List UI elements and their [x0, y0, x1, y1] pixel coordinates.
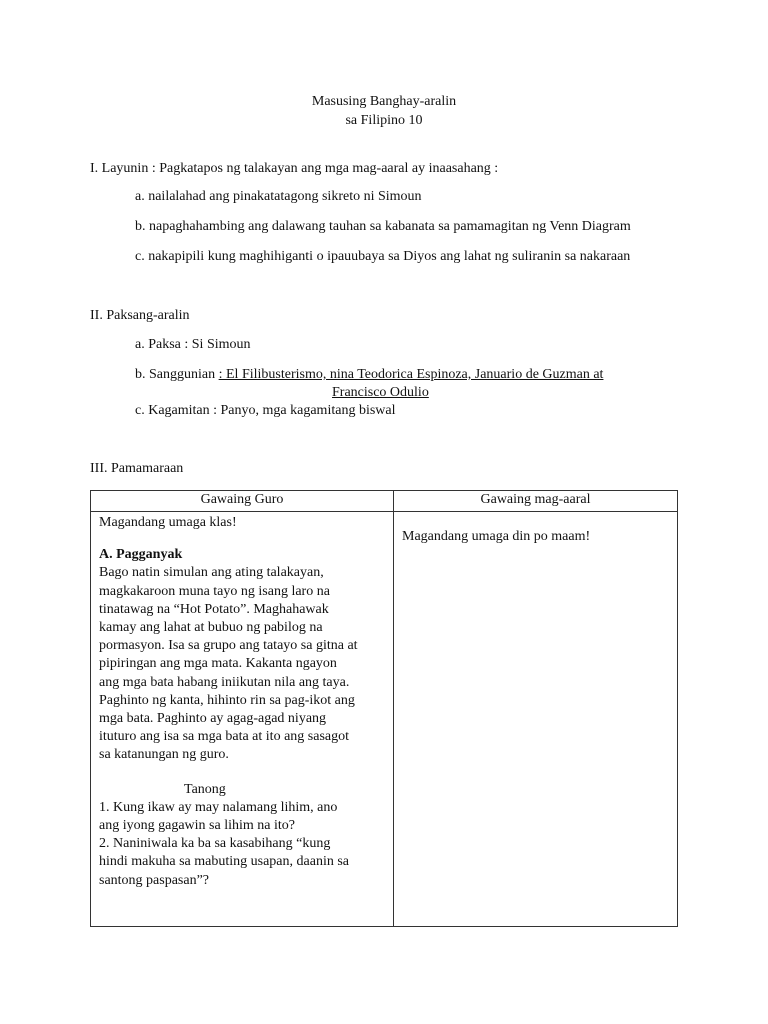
pagganyak-line-3: tinatawag na “Hot Potato”. Maghahawak	[99, 601, 329, 617]
sanggunian-value-continued: Francisco Odulio	[332, 385, 429, 400]
paksa-line: a. Paksa : Si Simoun	[135, 337, 251, 352]
gawaing-mag-aaral-cell	[394, 512, 678, 927]
tanong-label: Tanong	[184, 781, 226, 797]
layunin-heading: I. Layunin : Pagkatapos ng talakayan ang mga mag-aaral ay inaasahang :	[90, 161, 499, 176]
pagganyak-line-5: pormasyon. Isa sa grupo ang tatayo sa gitna at	[99, 638, 358, 654]
gawaing-guro-cell	[91, 512, 394, 927]
question-line-3: 2. Naniniwala ka ba sa kasabihang “kung	[99, 836, 331, 852]
pagganyak-line-7: ang mga bata habang iniikutan nila ang taya.	[99, 674, 350, 690]
paksang-aralin-heading: II. Paksang-aralin	[90, 308, 190, 323]
pagganyak-line-6: pipiringan ang mga mata. Kakanta ngayon	[99, 656, 337, 672]
pagganyak-line-9: mga bata. Paghinto ay agag-agad niyang	[99, 711, 327, 727]
header-gawaing-mag-aaral: Gawaing mag-aaral	[394, 491, 678, 512]
layunin-item-b: b. napaghahambing ang dalawang tauhan sa kabanata sa pamamagitan ng Venn Diagram	[135, 219, 631, 234]
document-title: Masusing Banghay-aralin	[311, 94, 457, 109]
kagamitan-line: c. Kagamitan : Panyo, mga kagamitang biswal	[135, 403, 396, 418]
question-line-4: hindi makuha sa mabuting usapan, daanin sa	[99, 854, 349, 870]
pagganyak-line-11: sa katanungan ng guro.	[99, 747, 229, 763]
layunin-item-a: a. nailalahad ang pinakatatagong sikreto ni Simoun	[135, 189, 422, 204]
question-line-1: 1. Kung ikaw ay may nalamang lihim, ano	[99, 799, 338, 815]
pamamaraan-heading: III. Pamamaraan	[90, 461, 184, 476]
table-header-row	[91, 491, 678, 512]
sanggunian-value: : El Filibusterismo, nina Teodorica Espinoza, Januario de Guzman at	[218, 367, 604, 382]
sanggunian-line	[135, 367, 603, 383]
document-subtitle: sa Filipino 10	[345, 113, 423, 128]
pagganyak-line-1: Bago natin simulan ang ating talakayan,	[99, 565, 324, 581]
sanggunian-label: b. Sanggunian	[135, 367, 219, 382]
pagganyak-line-8: Paghinto ng kanta, hihinto rin sa pag-ikot ang	[99, 692, 355, 708]
guro-greeting: Magandang umaga klas!	[99, 515, 237, 530]
pagganyak-line-4: kamay ang lahat at bubuo ng pabilog na	[99, 620, 323, 636]
table-row	[91, 512, 678, 927]
question-line-2: ang iyong gagawin sa lihim na ito?	[99, 818, 295, 834]
pagganyak-line-10: ituturo ang isa sa mga bata at ito ang sasagot	[99, 729, 349, 745]
layunin-item-c: c. nakapipili kung maghihiganti o ipauubaya sa Diyos ang lahat ng suliranin sa nakaraan	[135, 249, 631, 264]
question-line-5: santong paspasan”?	[99, 872, 210, 888]
pamamaraan-table	[90, 490, 678, 927]
pagganyak-line-2: magkakaroon muna tayo ng isang laro na	[99, 583, 330, 599]
header-gawaing-guro: Gawaing Guro	[91, 491, 394, 512]
student-response: Magandang umaga din po maam!	[402, 529, 591, 544]
pagganyak-title: A. Pagganyak	[99, 547, 183, 563]
